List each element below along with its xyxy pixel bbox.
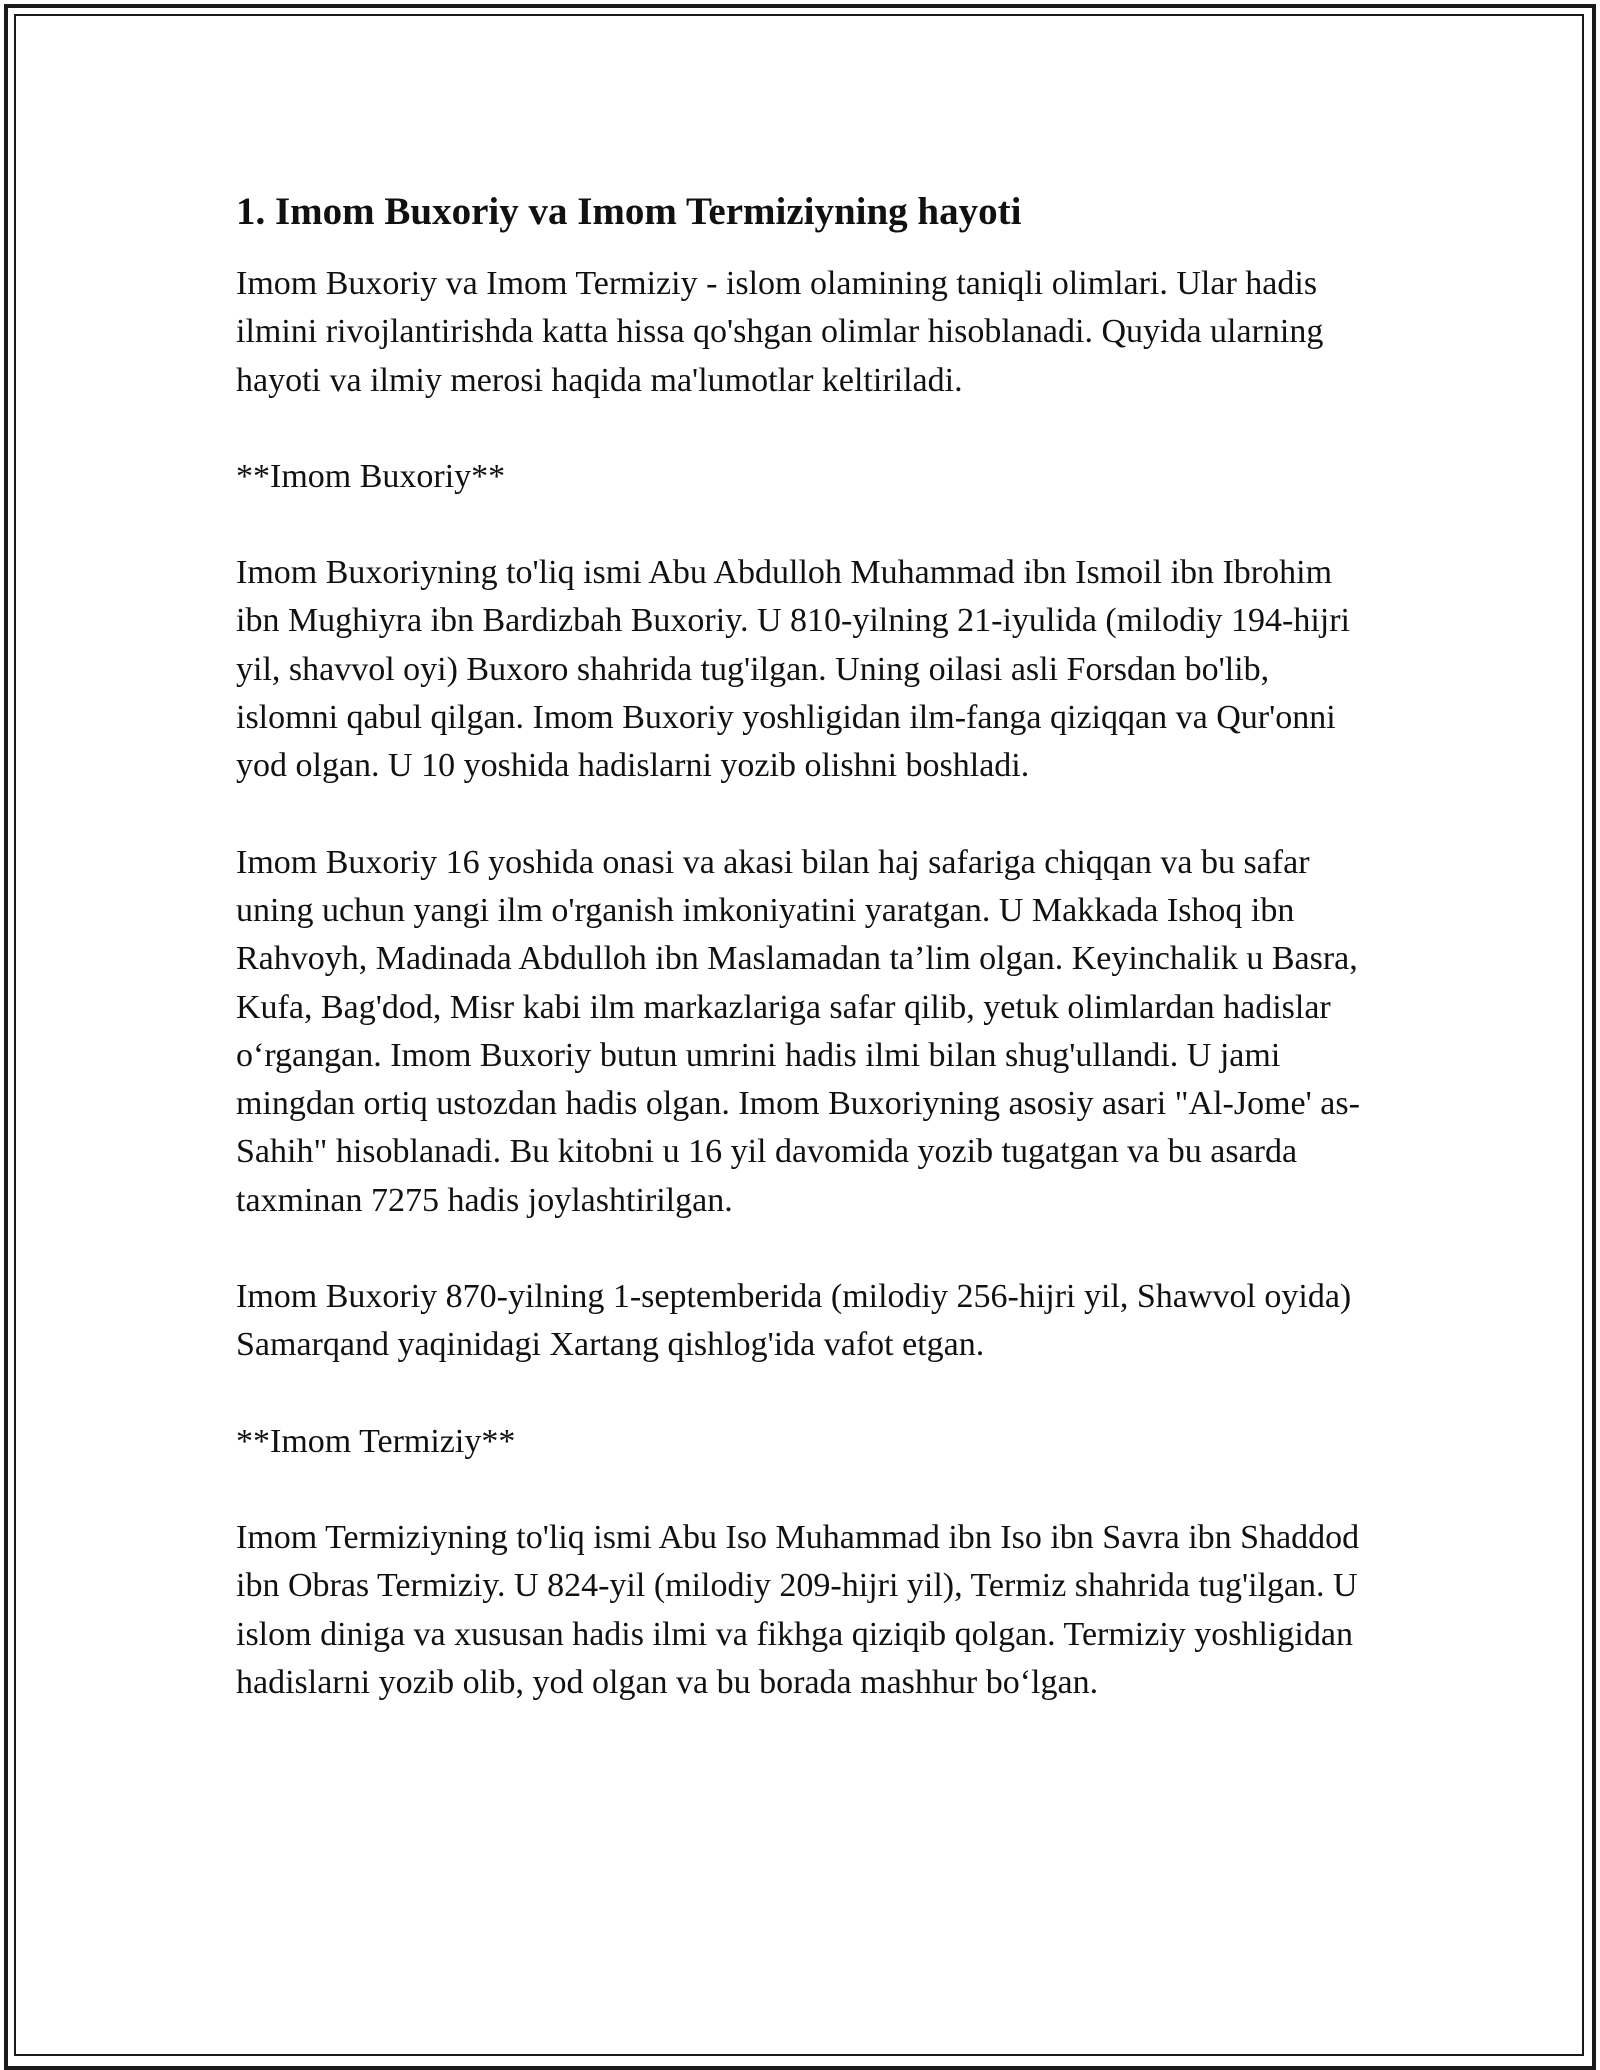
document-body (236, 186, 1376, 1755)
buxoriy-death-paragraph: Imom Buxoriy 870-yilning 1-septemberida (milodiy 256-hijri yil, Shawvol oyida) Samarqand yaqinidagi Xartang qishlog'ida vafot etgan. (236, 1278, 1352, 1364)
intro-paragraph: Imom Buxoriy va Imom Termiziy - islom olamining taniqli olimlari. Ular hadis ilmini rivojlantirishda katta hissa qo'shgan olimlar hisoblanadi. Quyida ularning hayoti va ilmiy merosi haqida ma'lumotlar keltiriladi. (236, 265, 1324, 399)
buxoriy-travels-paragraph: Imom Buxoriy 16 yoshida onasi va akasi bilan haj safariga chiqqan va bu safar uning uchun yangi ilm o'rganish imkoniyatini yaratgan. U Makkada Ishoq ibn Rahvoyh, Madinada Abdulloh ibn Maslamadan ta’lim olgan. Keyinchalik u Basra, Kufa, Bag'dod, Misr kabi ilm markazlariga safar qilib, yetuk olimlardan hadislar o‘rgangan. Imom Buxoriy butun umrini hadis ilmi bilan shug'ullandi. U jami mingdan ortiq ustozdan hadis olgan. Imom Buxoriyning asosiy asari "Al-Jome' as-Sahih" hisoblanadi. Bu kitobni u 16 yil davomida yozib tugatgan va bu asarda taxminan 7275 hadis joylashtirilgan. (236, 843, 1360, 1219)
buxoriy-birth-paragraph: Imom Buxoriyning to'liq ismi Abu Abdulloh Muhammad ibn Ismoil ibn Ibrohim ibn Mughiyra ibn Bardizbah Buxoriy. U 810-yilning 21-iyulida (milodiy 194-hijri yil, shavvol oyi) Buxoro shahrida tug'ilgan. Uning oilasi asli Forsdan bo'lib, islomni qabul qilgan. Imom Buxoriy yoshligidan ilm-fanga qiziqqan va Qur'onni yod olgan. U 10 yoshida hadislarni yozib olishni boshladi. (236, 554, 1350, 785)
buxoriy-subheading: **Imom Buxoriy** (236, 457, 506, 495)
termiziy-subheading: **Imom Termiziy** (236, 1422, 516, 1460)
section-heading: 1. Imom Buxoriy va Imom Termiziyning hayoti (236, 190, 1022, 233)
termiziy-birth-paragraph: Imom Termiziyning to'liq ismi Abu Iso Muhammad ibn Iso ibn Savra ibn Shaddod ibn Obras Termiziy. U 824-yil (milodiy 209-hijri yil), Termiz shahrida tug'ilgan. U islom diniga va xususan hadis ilmi va fikhga qiziqib qolgan. Termiziy yoshligidan hadislarni yozib olib, yod olgan va bu borada mashhur bo‘lgan. (236, 1518, 1360, 1701)
